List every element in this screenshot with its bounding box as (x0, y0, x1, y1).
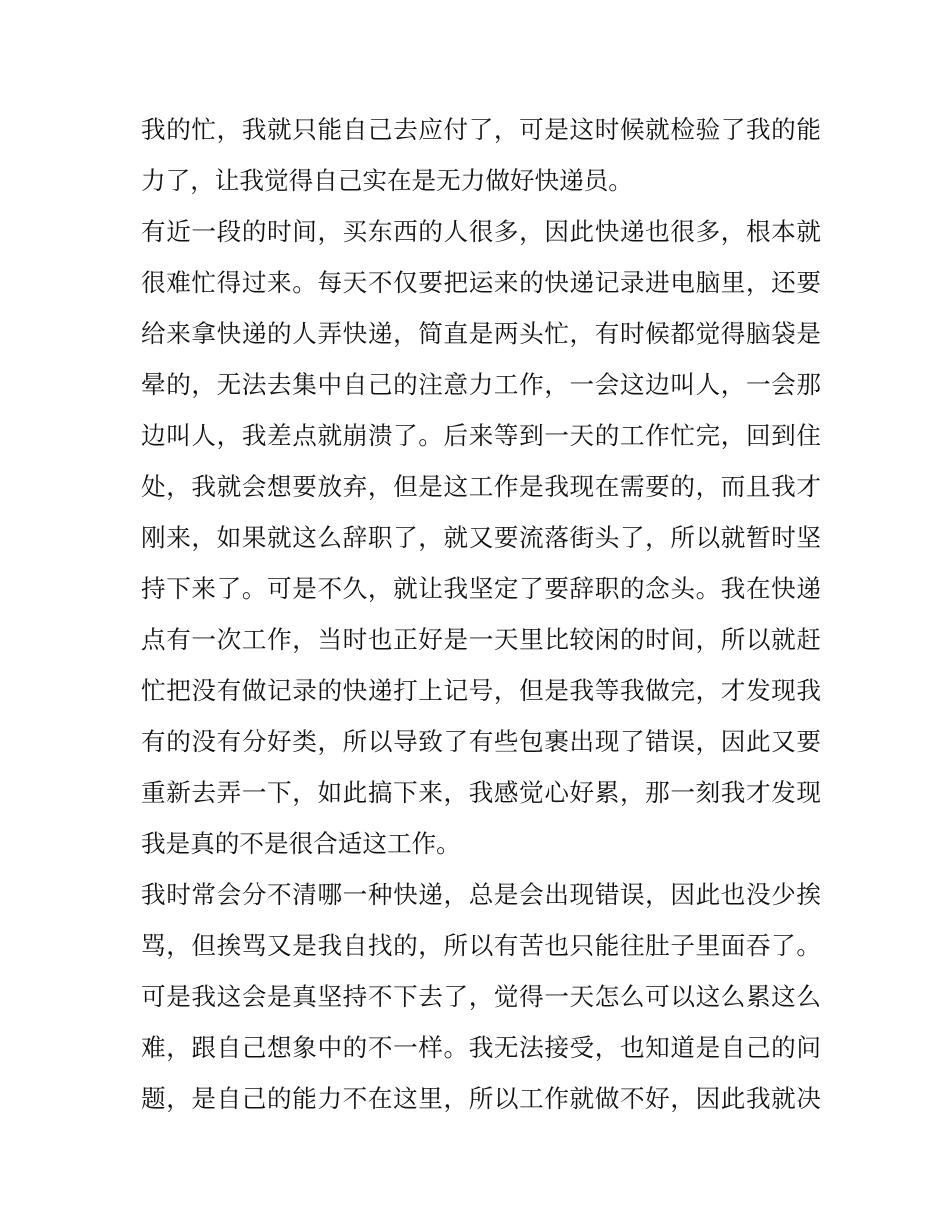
text-line: 重新去弄一下，如此搞下来，我感觉心好累，那一刻我才发现 (141, 778, 821, 807)
text-line: 有近一段的时间，买东西的人很多，因此快递也很多，根本就 (141, 217, 821, 246)
text-line: 我时常会分不清哪一种快递，总是会出现错误，因此也没少挨 (141, 880, 821, 909)
text-line: 忙把没有做记录的快递打上记号，但是我等我做完，才发现我 (141, 676, 821, 705)
text-line: 晕的，无法去集中自己的注意力工作，一会这边叫人，一会那 (141, 370, 821, 399)
text-line: 难，跟自己想象中的不一样。我无法接受，也知道是自己的问 (141, 1033, 821, 1062)
text-line: 处，我就会想要放弃，但是这工作是我现在需要的，而且我才 (141, 472, 821, 501)
text-line: 有的没有分好类，所以导致了有些包裹出现了错误，因此又要 (141, 727, 821, 756)
text-line: 持下来了。可是不久，就让我坚定了要辞职的念头。我在快递 (141, 574, 821, 603)
document-body (141, 104, 821, 1124)
text-line: 题，是自己的能力不在这里，所以工作就做不好，因此我就决 (141, 1084, 821, 1113)
text-line: 可是我这会是真坚持不下去了，觉得一天怎么可以这么累这么 (141, 982, 821, 1011)
text-line: 我的忙，我就只能自己去应付了，可是这时候就检验了我的能 (141, 115, 821, 144)
text-line: 骂，但挨骂又是我自找的，所以有苦也只能往肚子里面吞了。 (141, 931, 821, 960)
text-line: 点有一次工作，当时也正好是一天里比较闲的时间，所以就赶 (141, 625, 821, 654)
text-line: 边叫人，我差点就崩溃了。后来等到一天的工作忙完，回到住 (141, 421, 821, 450)
text-line: 刚来，如果就这么辞职了，就又要流落街头了，所以就暂时坚 (141, 523, 821, 552)
text-line: 力了，让我觉得自己实在是无力做好快递员。 (141, 166, 633, 195)
paragraph (141, 104, 821, 206)
paragraph (141, 869, 821, 1124)
text-line: 我是真的不是很合适这工作。 (141, 829, 461, 858)
text-line: 很难忙得过来。每天不仅要把运来的快递记录进电脑里，还要 (141, 268, 821, 297)
paragraph (141, 206, 821, 869)
text-line: 给来拿快递的人弄快递，简直是两头忙，有时候都觉得脑袋是 (141, 319, 821, 348)
